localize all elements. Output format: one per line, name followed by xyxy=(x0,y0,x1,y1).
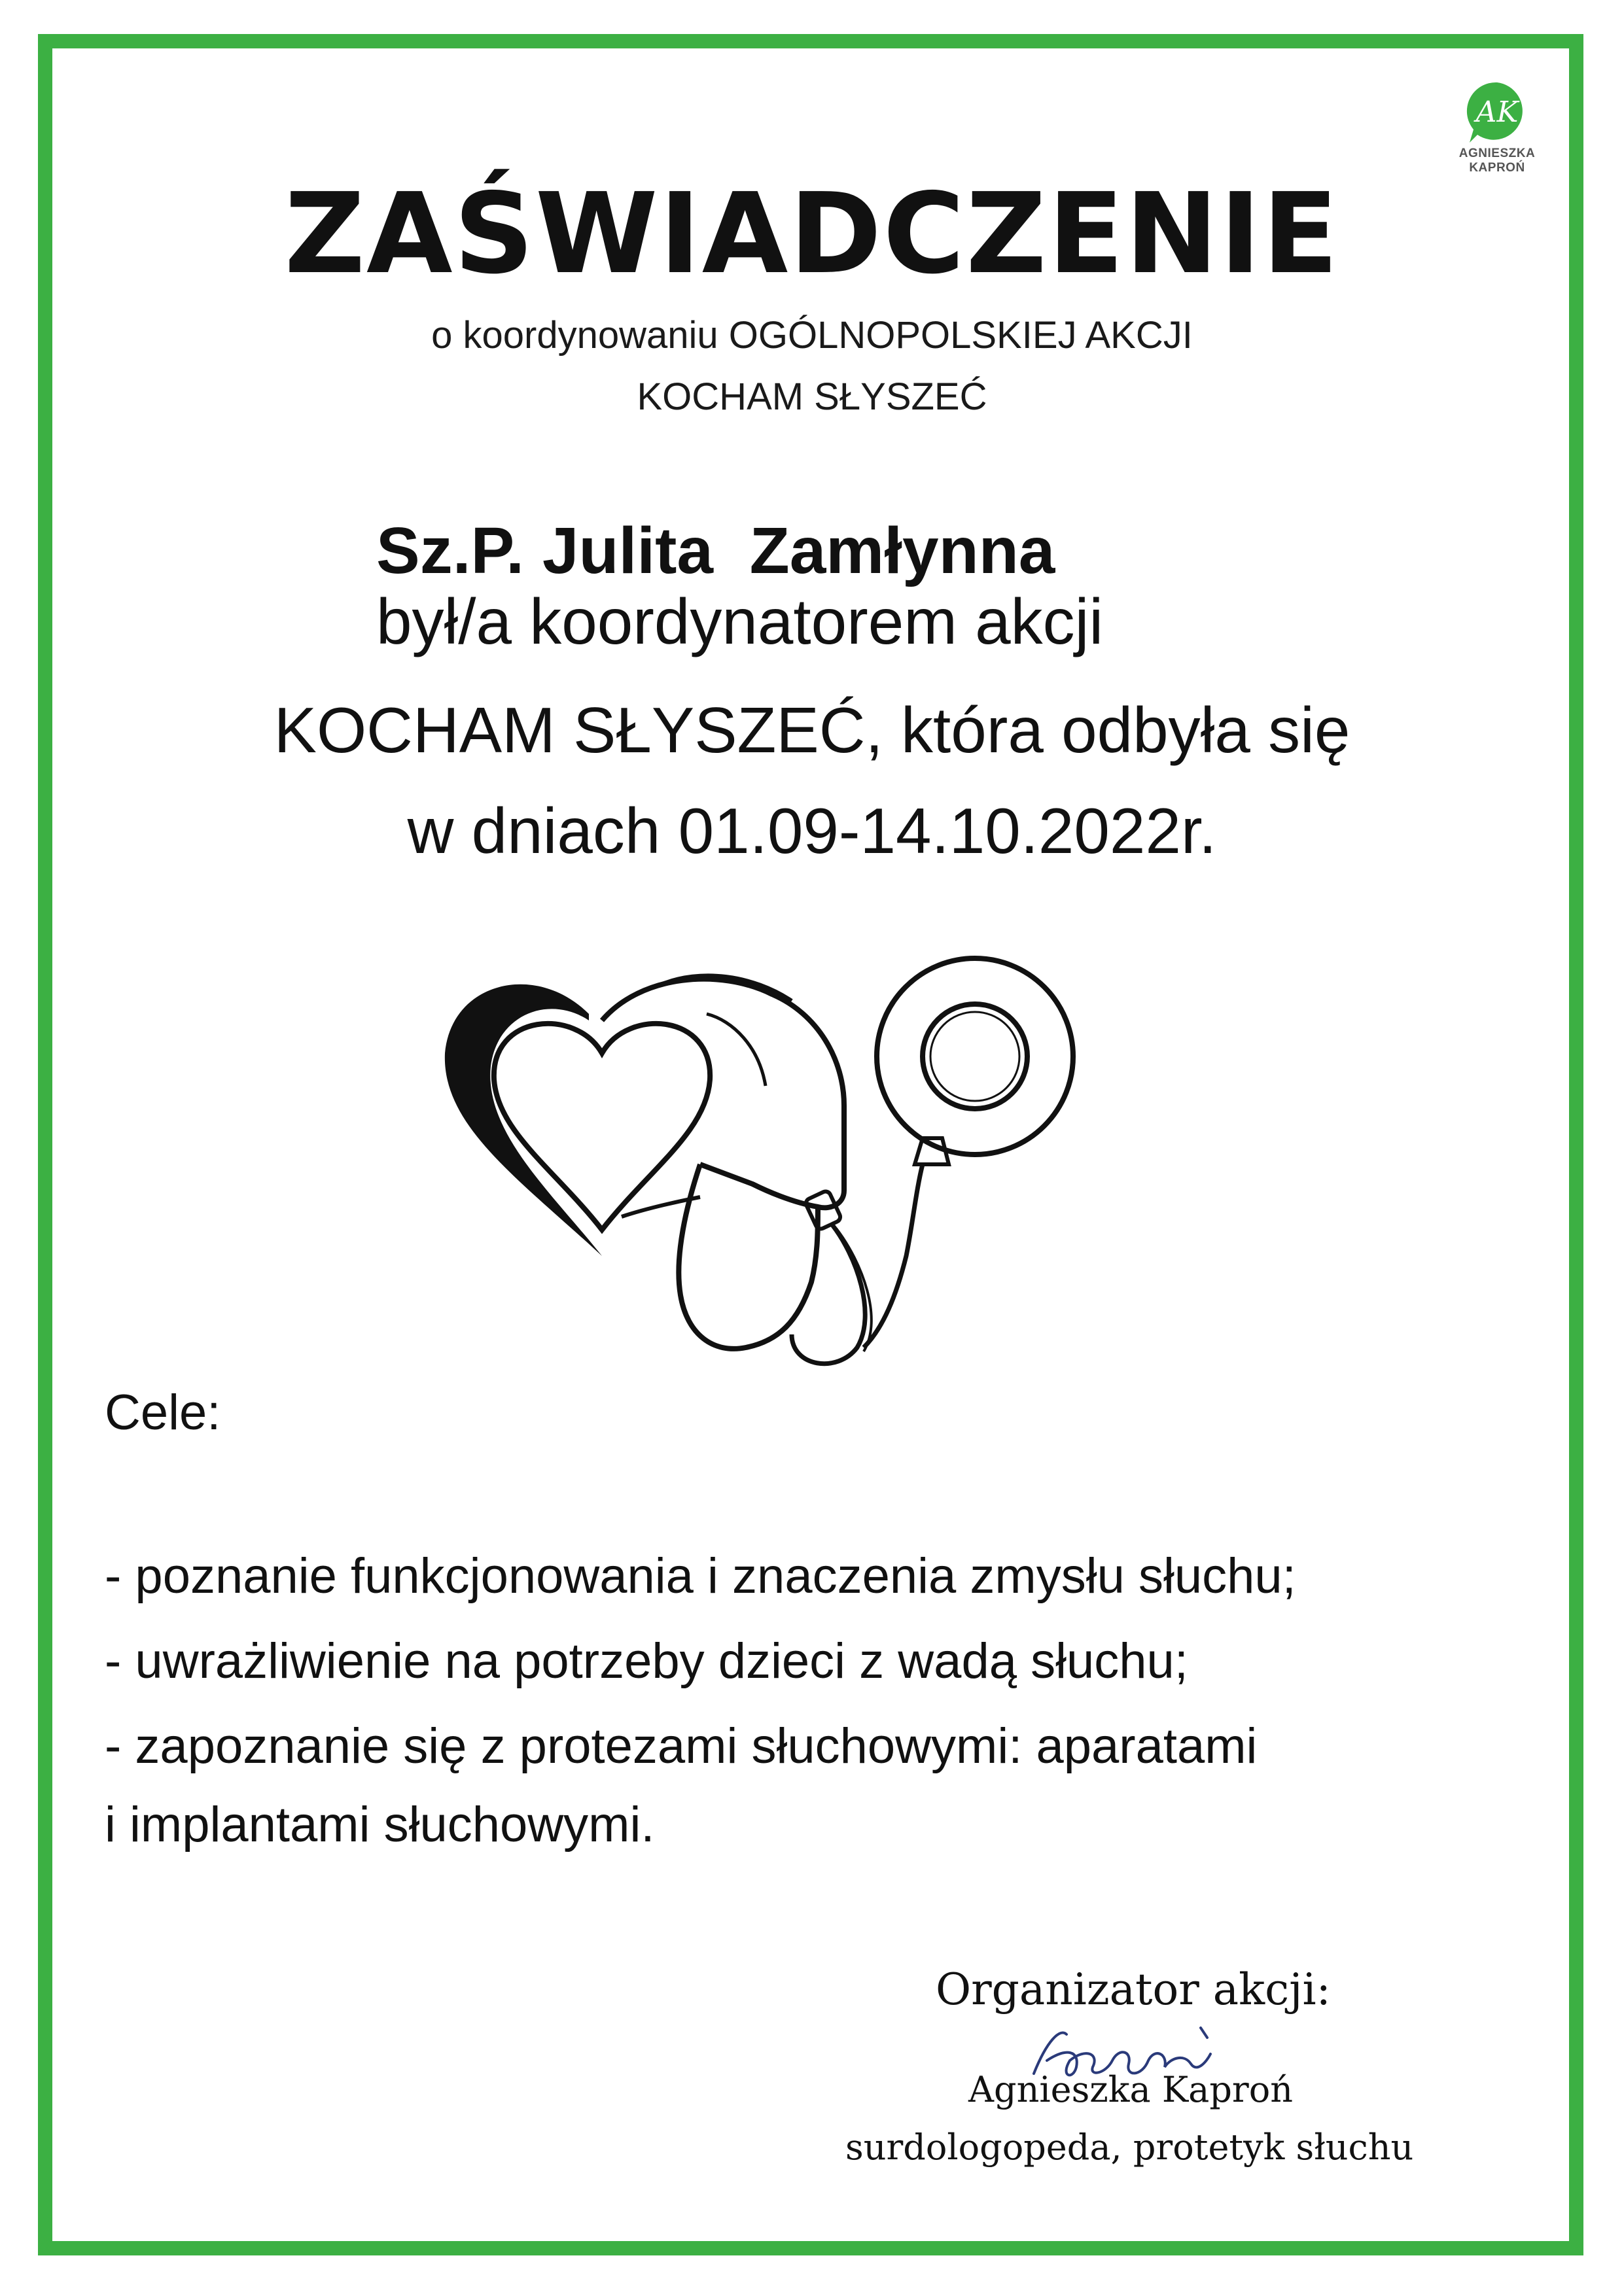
recipient-name: Sz.P. Julita Zamłynna xyxy=(376,514,1055,587)
logo-line-2: KAPROŃ xyxy=(1469,161,1525,175)
goals-label: Cele: xyxy=(105,1385,221,1440)
statement-line-1: był/a koordynatorem akcji xyxy=(376,585,1104,657)
organizer-role: surdologopeda, protetyk słuchu xyxy=(845,2127,1414,2168)
goal-item: i implantami słuchowymi. xyxy=(105,1797,655,1852)
ak-logo-icon xyxy=(1463,78,1531,147)
certificate-title: ZAŚWIADCZENIE xyxy=(284,169,1340,299)
subtitle-line-2: KOCHAM SŁYSZEĆ xyxy=(637,375,987,418)
logo-monogram: AK xyxy=(1475,96,1519,129)
logo-line-1: AGNIESZKA xyxy=(1458,147,1536,160)
goal-item: - uwrażliwienie na potrzeby dzieci z wadą słuchu; xyxy=(105,1633,1188,1689)
goal-item: - poznanie funkcjonowania i znaczenia zmysłu słuchu; xyxy=(105,1548,1296,1604)
statement-line-2: KOCHAM SŁYSZEĆ, która odbyła się xyxy=(274,694,1350,766)
brand-logo xyxy=(1458,78,1536,175)
statement-line-3: w dniach 01.09-14.10.2022r. xyxy=(407,795,1217,867)
subtitle-line-1: o koordynowaniu OGÓLNOPOLSKIEJ AKCJI xyxy=(431,314,1193,357)
organizer-label: Organizator akcji: xyxy=(936,1964,1331,2015)
organizer-name: Agnieszka Kaproń xyxy=(968,2069,1294,2110)
heart-cochlear-implant-icon xyxy=(425,916,1197,1387)
goal-item: - zapoznanie się z protezami słuchowymi: aparatami xyxy=(105,1718,1258,1774)
